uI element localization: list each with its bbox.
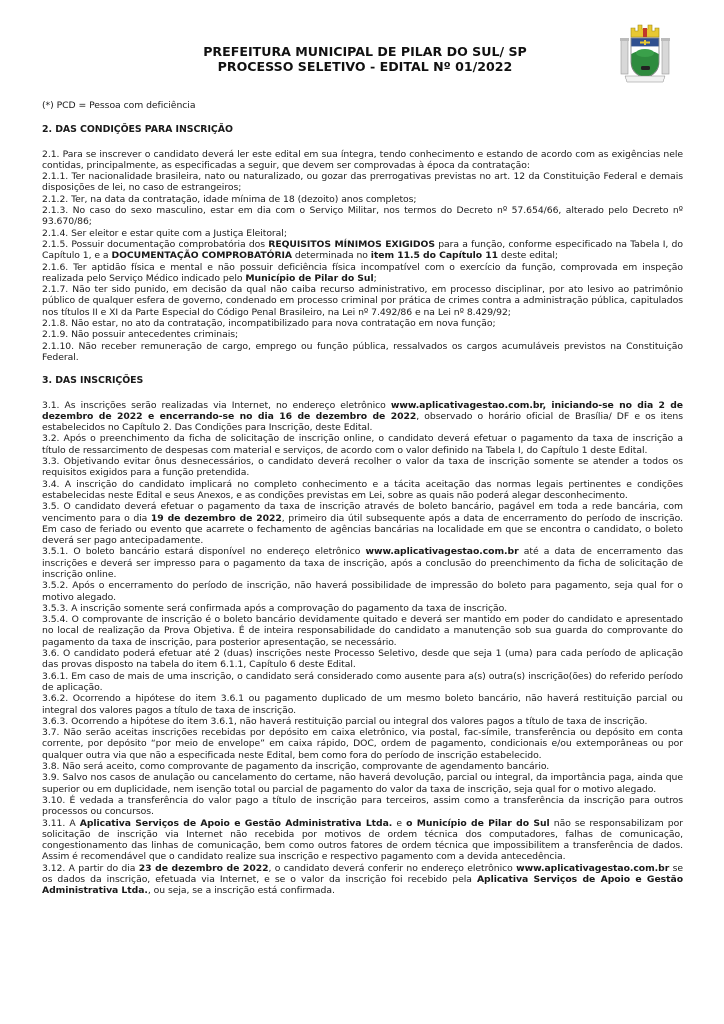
clause-3-11 bbox=[42, 818, 683, 863]
emphasis: DOCUMENTAÇÃO COMPROBATÓRIA bbox=[111, 250, 293, 262]
text: 3.12. A partir do dia bbox=[42, 862, 139, 874]
emphasis: Município de Pilar do Sul bbox=[245, 272, 374, 284]
document-title bbox=[150, 44, 580, 74]
clause-3-4: 3.4. A inscrição do candidato implicará no completo conhecimento e a tácita aceitação das normas legais pertinentes e condições estabelecidas neste Edital e seus Anexos, e as condições previstas em Lei, sobre as quais não poderá alegar desconhecimento. bbox=[42, 478, 683, 501]
title-line-1: PREFEITURA MUNICIPAL DE PILAR DO SUL/ SP bbox=[203, 44, 527, 59]
clause-2-1: 2.1. Para se inscrever o candidato deverá ler este edital em sua íntegra, tendo conhecimento e estando de acordo com as exigências nele contidas, principalmente, as especificadas a seguir, que devem ser comprovadas à época da contratação: bbox=[42, 148, 683, 171]
clause-3-5-1 bbox=[42, 546, 683, 580]
clause-2-1-2: 2.1.2. Ter, na data da contratação, idade mínima de 18 (dezoito) anos completos; bbox=[42, 193, 417, 205]
text: e bbox=[392, 817, 407, 829]
emphasis: Aplicativa Serviços de Apoio e Gestão Administrativa Ltda. bbox=[79, 817, 393, 829]
document-body bbox=[42, 100, 683, 897]
text: , observado o horário oficial de Brasília/ DF e os itens estabelecidos no Capítulo 2. Das Condições para Inscrição, deste Edital. bbox=[42, 410, 683, 434]
text: 3.11. A bbox=[42, 817, 80, 829]
text: deste edital; bbox=[497, 250, 558, 262]
clause-2-1-6 bbox=[42, 262, 683, 285]
website-link: www.aplicativagestao.com.br bbox=[365, 546, 519, 558]
clause-2-1-8: 2.1.8. Não estar, no ato da contratação, incompatibilizado para nova contratação em nova função; bbox=[42, 318, 496, 330]
clause-2-1-4: 2.1.4. Ser eleitor e estar quite com a Justiça Eleitoral; bbox=[42, 227, 287, 239]
section-2-heading: 2. DAS CONDIÇÕES PARA INSCRIÇÃO bbox=[42, 124, 233, 136]
text: ; bbox=[373, 272, 377, 284]
clause-2-1-10: 2.1.10. Não receber remuneração de cargo, emprego ou função pública, ressalvados os cargos acumuláveis previstos na Constituição Federal. bbox=[42, 340, 683, 363]
clause-3-6-1: 3.6.1. Em caso de mais de uma inscrição, o candidato será considerado como ausente para a(s) outra(s) inscrição(ões) do referido período de aplicação. bbox=[42, 670, 683, 693]
emphasis: 19 de dezembro de 2022 bbox=[150, 512, 282, 524]
clause-2-1-3: 2.1.3. No caso do sexo masculino, estar em dia com o Serviço Militar, nos termos do Decreto nº 57.654/66, alterado pelo Decreto nº 93.670/86; bbox=[42, 205, 683, 228]
clause-2-1-7: 2.1.7. Não ter sido punido, em decisão da qual não caiba recurso administrativo, em processo disciplinar, por ato lesivo ao patrimônio público de qualquer esfera de governo, condenado em processo criminal por prática de crimes contra a administração pública, capitulados nos títulos II e XI da Parte Especial do Código Penal Brasileiro, na Lei nº 7.492/86 e na Lei nº 8.429/92; bbox=[42, 284, 683, 318]
clause-3-2: 3.2. Após o preenchimento da ficha de solicitação de inscrição online, o candidato deverá efetuar o pagamento da taxa de inscrição a título de ressarcimento de despesas com material e serviços, de acordo com o valor definido na Tabela I, do Capítulo 1 deste Edital. bbox=[42, 433, 683, 456]
page-header bbox=[0, 0, 724, 92]
clause-2-1-9: 2.1.9. Não possuir antecedentes criminais; bbox=[42, 329, 239, 341]
coat-of-arms-icon bbox=[619, 22, 671, 86]
clause-3-8: 3.8. Não será aceito, como comprovante de pagamento da inscrição, comprovante de agendamento bancário. bbox=[42, 761, 550, 773]
clause-3-6-3: 3.6.3. Ocorrendo a hipótese do item 3.6.1, não haverá restituição parcial ou integral dos valores pagos a título de taxa de inscrição. bbox=[42, 715, 648, 727]
clause-3-5-4: 3.5.4. O comprovante de inscrição é o boleto bancário devidamente quitado e deverá ser mantido em poder do candidato e apresentado no local de realização da Prova Objetiva. É de inteira responsabilidade do candidato a manutenção sob sua guarda do comprovante do pagamento da taxa de inscrição, para posterior apresentação, se necessário. bbox=[42, 614, 683, 648]
text: até a data de encerramento das inscrições e deverá ser impresso para o pagamento da taxa de inscrição, após a conclusão do preenchimento da ficha de solicitação de inscrição online. bbox=[42, 546, 683, 580]
text: determinada no bbox=[292, 250, 371, 262]
text: 2.1.6. Ter aptidão física e mental e não possuir deficiência física incompatível com o exercício da função, comprovada em inspeção realizada pelo Serviço Médico indicado pelo bbox=[42, 261, 683, 284]
text: , o candidato deverá conferir no endereço eletrônico bbox=[268, 862, 517, 874]
clause-3-9: 3.9. Salvo nos casos de anulação ou cancelamento do certame, não haverá devolução, parcial ou integral, da importância paga, ainda que superior ou em duplicidade, nem isenção total ou parcial de pagamento do valor da taxa de inscrição, seja qual for o motivo alegado. bbox=[42, 772, 683, 795]
text: não se responsabilizam por solicitação de inscrição via Internet não recebida por motivos de ordem técnica dos computadores, falhas de comunicação, congestionamento das linhas de comunicação, bem como outros fatores de ordem técnica que impossibilitem a transferência de dados. Assim é recomendável que o candidato realize sua inscrição e respectivo pagamento com a devida antecedência. bbox=[42, 817, 683, 863]
text: para a função, conforme especificado na Tabela I, do Capítulo 1, e a bbox=[42, 238, 683, 262]
emphasis: Aplicativa Serviços de Apoio e Gestão Administrativa Ltda. bbox=[42, 874, 683, 897]
emphasis: 23 de dezembro de 2022 bbox=[138, 862, 269, 874]
text: 2.1.5. Possuir documentação comprobatória dos bbox=[42, 238, 269, 250]
title-line-2: PROCESSO SELETIVO - EDITAL Nº 01/2022 bbox=[217, 59, 513, 74]
text: 3.5.1. O boleto bancário estará disponível no endereço eletrônico bbox=[42, 546, 366, 558]
clause-3-7: 3.7. Não serão aceitas inscrições recebidas por depósito em caixa eletrônico, via postal, fac-símile, transferência ou depósito em conta corrente, por depósito “por meio de envelope” em caixa rápido, DOC, ordem de pagamento, condicionais e/ou extemporâneas ou por qualquer outra via que não a especificada neste Edital, bem como fora do período de inscrição estabelecido. bbox=[42, 727, 683, 761]
website-link: www.aplicativagestao.com.br bbox=[516, 862, 670, 874]
clause-2-1-5 bbox=[42, 239, 683, 262]
text: se os dados da inscrição, efetuada via Internet, e se o valor da inscrição foi recebido pela bbox=[42, 862, 683, 885]
clause-2-1-1: 2.1.1. Ter nacionalidade brasileira, nato ou naturalizado, ou gozar das prerrogativas previstas no art. 12 da Constituição Federal e demais disposições de lei, no caso de estrangeiros; bbox=[42, 171, 683, 194]
clause-3-1 bbox=[42, 400, 683, 434]
clause-3-5-2: 3.5.2. Após o encerramento do período de inscrição, não haverá possibilidade de impressão do boleto para pagamento, seja qual for o motivo alegado. bbox=[42, 580, 683, 603]
clause-3-6-2: 3.6.2. Ocorrendo a hipótese do item 3.6.1 ou pagamento duplicado de um mesmo boleto bancário, não haverá restituição parcial ou integral dos valores pagos a título de taxa de inscrição. bbox=[42, 693, 683, 716]
emphasis: www.aplicativagestao.com.br, iniciando-se no dia 2 de dezembro de 2022 e encerrando-se no dia 16 de dezembro de 2022 bbox=[42, 399, 684, 422]
text: , primeiro dia útil subsequente após a data de encerramento do período de inscrição. Em caso de feriado ou evento que acarrete o fechamento de agências bancárias na localidade em que se encontra o candidato, o boleto deverá ser pago antecipadamente. bbox=[42, 512, 683, 547]
clause-3-10: 3.10. É vedada a transferência do valor pago a título de inscrição para terceiros, assim como a transferência da inscrição para outros processos ou concursos. bbox=[42, 794, 683, 818]
text: 3.5. O candidato deverá efetuar o pagamento da taxa de inscrição através de boleto bancário, pagável em toda a rede bancária, com vencimento para o dia bbox=[42, 501, 683, 524]
text: , ou seja, se a inscrição está confirmada. bbox=[147, 885, 335, 897]
clause-3-5 bbox=[42, 501, 683, 546]
emphasis: o Município de Pilar do Sul bbox=[406, 817, 550, 829]
pcd-note: (*) PCD = Pessoa com deficiência bbox=[42, 100, 196, 111]
section-3-heading: 3. DAS INSCRIÇÕES bbox=[42, 375, 144, 387]
clause-3-12 bbox=[42, 863, 683, 897]
emphasis: REQUISITOS MÍNIMOS EXIGIDOS bbox=[268, 238, 435, 250]
emphasis: item 11.5 do Capítulo 11 bbox=[370, 250, 498, 262]
clause-3-5-3: 3.5.3. A inscrição somente será confirmada após a comprovação do pagamento da taxa de inscrição. bbox=[42, 602, 507, 614]
text: 3.1. As inscrições serão realizadas via Internet, no endereço eletrônico bbox=[42, 399, 391, 411]
clause-3-6: 3.6. O candidato poderá efetuar até 2 (duas) inscrições neste Processo Seletivo, desde que seja 1 (uma) para cada período de aplicação das provas disposto na tabela do item 6.1.1, Capítulo 6 deste Edital. bbox=[42, 648, 683, 671]
clause-3-3: 3.3. Objetivando evitar ônus desnecessários, o candidato deverá recolher o valor da taxa de inscrição somente se atender a todos os requisitos exigidos para a função pretendida. bbox=[42, 456, 683, 479]
